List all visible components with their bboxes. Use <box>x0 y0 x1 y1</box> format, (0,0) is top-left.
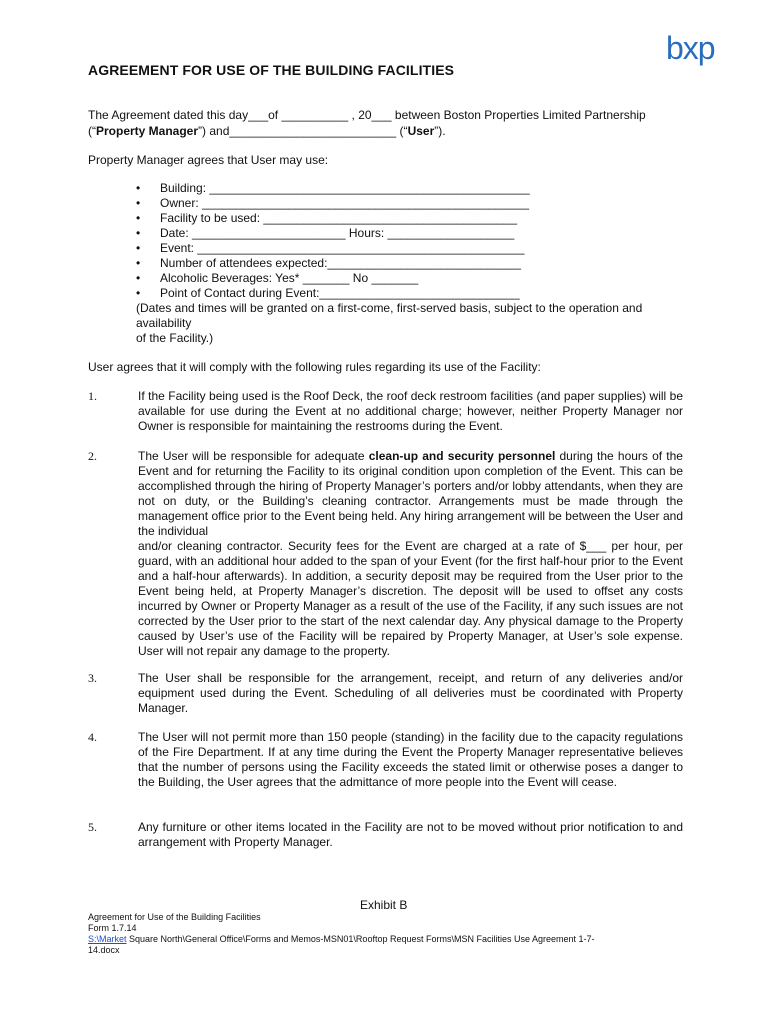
bxp-logo: bxp <box>666 30 715 66</box>
footer-title: Agreement for Use of the Building Facilities <box>88 912 261 922</box>
comply-statement: User agrees that it will comply with the following rules regarding its use of the Facility: <box>88 360 541 374</box>
clean-up-security-emphasis: clean-up and security personnel <box>368 449 556 463</box>
rule-number: 3. <box>88 671 97 685</box>
agrees-statement: Property Manager agrees that User may use: <box>88 153 329 167</box>
footer-file-path-cont: 14.docx <box>88 945 120 955</box>
rule-number: 5. <box>88 820 97 834</box>
bullet-icon: • <box>136 271 141 285</box>
bullet-icon: • <box>136 211 141 225</box>
property-manager-label: Property Manager <box>96 124 199 138</box>
intro-line-1: The Agreement dated this day___of __________ , 20___ between Boston Properties Limited Partnership <box>88 108 646 122</box>
rule-text: The User shall be responsible for the arrangement, receipt, and return of any deliveries and/or equipment used during the Event. Scheduling of all deliveries must be coordinated with Property Manager. <box>138 671 683 715</box>
footer-form-number: Form 1.7.14 <box>88 923 137 933</box>
facility-fields-list <box>136 181 586 301</box>
rule-text: Any furniture or other items located in the Facility are not to be moved without prior notification to and arrangement with Property Manager. <box>138 820 683 849</box>
field-owner: • Owner: _________________________________________________ <box>136 196 530 210</box>
intro-line-2: (“Property Manager”) and_________________________ (“User”). <box>88 124 446 138</box>
bullet-icon: • <box>136 256 141 270</box>
exhibit-label: Exhibit B <box>360 898 408 912</box>
bullet-icon: • <box>136 226 141 240</box>
field-point-of-contact: • Point of Contact during Event:______________________________ <box>136 286 520 300</box>
user-label: User <box>407 124 435 138</box>
field-event: • Event: _________________________________________________ <box>136 241 525 255</box>
rule-text: The User will be responsible for adequate clean-up and security personnel during the hours of the Event and for returning the Facility to its original condition upon completion of the Event. This can be accomplished through the hiring of Property Manager’s porters and/or lobby attendants, when they are not on duty, or the Building’s cleaning contractor. Arrangements must be made through the management office prior to the Event being held. Any hiring arrangement will be between the User and the individual and/or cleaning contractor. Security fees for the Event are charged at a rate of $___ per hour, per guard, with an additional hour added to the span of your Event (for the first half-hour prior to the Event and a half-hour afterwards). In addition, a security deposit may be required from the User prior to the Event being held, at Property Manager’s discretion. The deposit will be used to offset any costs incurred by Owner or Property Manager as a result of the use of the Facility, if any such issues are not corrected by the User prior to the start of the next calendar day. Any physical damage to the Property caused by User’s use of the Facility will be repaired by Property Manager, at User’s sole expense. User will not repair any damage to the property. <box>138 449 683 658</box>
document-footer <box>88 912 668 956</box>
bullet-icon: • <box>136 181 141 195</box>
file-path-link[interactable]: S:\Market <box>88 934 127 944</box>
bullet-icon: • <box>136 241 141 255</box>
availability-note: (Dates and times will be granted on a first-come, first-served basis, subject to the operation and availability of the Facility.) <box>136 301 643 345</box>
rule-text: If the Facility being used is the Roof Deck, the roof deck restroom facilities (and paper supplies) will be available for use during the Event at no additional charge; however, neither Property Manager nor Owner is responsible for maintaining the restrooms during the Event. <box>138 389 683 433</box>
rule-number: 1. <box>88 389 97 403</box>
field-facility: • Facility to be used: ______________________________________ <box>136 211 517 225</box>
rule-number: 4. <box>88 730 97 744</box>
field-attendees: • Number of attendees expected:_____________________________ <box>136 256 521 270</box>
rule-number: 2. <box>88 449 97 463</box>
document-title: AGREEMENT FOR USE OF THE BUILDING FACILITIES <box>88 62 455 78</box>
field-building: • Building: ________________________________________________ <box>136 181 530 195</box>
field-alcohol: • Alcoholic Beverages: Yes* _______ No _______ <box>136 271 419 285</box>
footer-file-path: S:\Market Square North\General Office\Forms and Memos-MSN01\Rooftop Request Forms\MSN Facilities Use Agreement 1-7- <box>88 934 595 944</box>
bullet-icon: • <box>136 196 141 210</box>
field-date-hours: • Date: _______________________ Hours: ___________________ <box>136 226 515 240</box>
rule-text: The User will not permit more than 150 people (standing) in the facility due to the capacity regulations of the Fire Department. If at any time during the Event the Property Manager representative believes that the number of persons using the Facility exceeds the stated limit or otherwise poses a danger to the Building, the User agrees that the admittance of more people into the Event will cease. <box>138 730 683 789</box>
bullet-icon: • <box>136 286 141 300</box>
